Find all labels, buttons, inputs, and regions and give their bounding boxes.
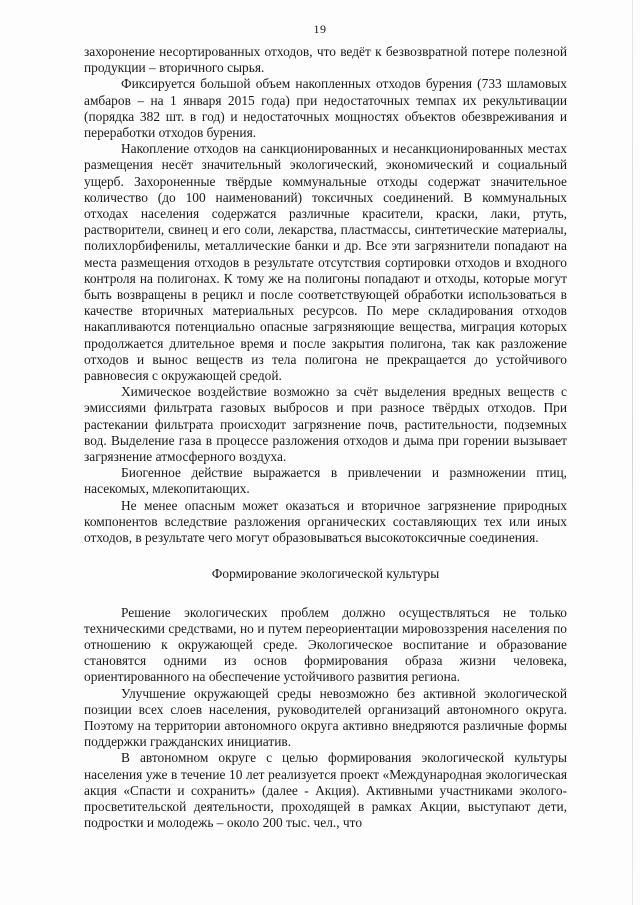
document-body <box>84 44 567 831</box>
section-heading: Формирование экологической культуры <box>211 566 440 582</box>
paragraph-improving-environment: Улучшение окружающей среды невозможно без активной экологической позиции всех слоев населения, руководителей организаций автономного округа. Поэтому на территории автономного округа активно внедряются различные формы поддержки гражданских инициатив. <box>84 685 567 750</box>
paragraph-drilling-waste: Фиксируется большой объем накопленных отходов бурения (733 шламовых амбаров – на 1 января 2015 года) при недостаточных темпах их рекультивации (порядка 382 шт. в год) и недостаточных мощностях объектов обезвреживания и переработки отходов бурения. <box>84 76 567 141</box>
paragraph-chemical-impact: Химическое воздействие возможно за счёт выделения вредных веществ с эмиссиями фильтрата газовых выбросов и при разносе твёрдых отходов. При растекании фильтрата происходит загрязнение почв, растительности, подземных вод. Выделение газа в процессе разложения отходов и дыма при горении вызывает загрязнение атмосферного воздуха. <box>84 384 567 465</box>
paragraph-biogenic-impact: Биогенное действие выражается в привлечении и размножении птиц, насекомых, млекопитающих. <box>84 465 567 497</box>
paragraph-secondary-pollution: Не менее опасным может оказаться и вторичное загрязнение природных компонентов вследствие разложения органических составляющих тех или иных отходов, в результате чего могут образовываться высокотоксичные соединения. <box>84 497 567 546</box>
paragraph-campaign: В автономном округе с целью формирования экологической культуры населения уже в течение 10 лет реализуется проект «Международная экологическая акция «Спасти и сохранить» (далее - Акция). Активными участниками эколого-просветительской деятельности, проходящей в рамках Акции, выступают дети, подростки и молодежь – около 200 тыс. чел., что <box>84 750 567 831</box>
paragraph-waste-accumulation: Накопление отходов на санкционированных и несанкционированных местах размещения несёт значительный экологический, экономический и социальный ущерб. Захороненные твёрдые коммунальные отходы содержат значительное количество (до 100 наименований) токсичных соединений. В коммунальных отходах населения содержатся различные красители, краски, лаки, ртуть, растворители, свинец и его соли, лекарства, пластмассы, синтетические материалы, полихлорбифенилы, металлические банки и др. Все эти загрязнители попадают на места размещения отходов в результате отсутствия сортировки отходов и входного контроля на полигонах. К тому же на полигоны попадают и отходы, которые могут быть возвращены в рецикл и после соответствующей обработки использоваться в качестве вторичных материальных ресурсов. По мере складирования отходов накапливаются потенциально опасные загрязняющие вещества, миграция которых продолжается длительное время и после закрытия полигона, так как разложение отходов и вынос веществ из тела полигона не прекращается до устойчивого равновесия с окружающей средой. <box>84 141 567 384</box>
paragraph-continued: захоронение несортированных отходов, что ведёт к безвозвратной потере полезной продукции – вторичного сырья. <box>84 44 567 76</box>
page-number: 19 <box>313 22 327 36</box>
paragraph-solving-problems: Решение экологических проблем должно осуществляться не только техническими средствами, но и путем переориентации мировоззрения населения по отношению к окружающей среде. Экологическое воспитание и образование становятся одними из основ формирования образа жизни человека, ориентированного на обеспечение устойчивого развития региона. <box>84 604 567 685</box>
scan-edge-shadow <box>632 0 633 905</box>
